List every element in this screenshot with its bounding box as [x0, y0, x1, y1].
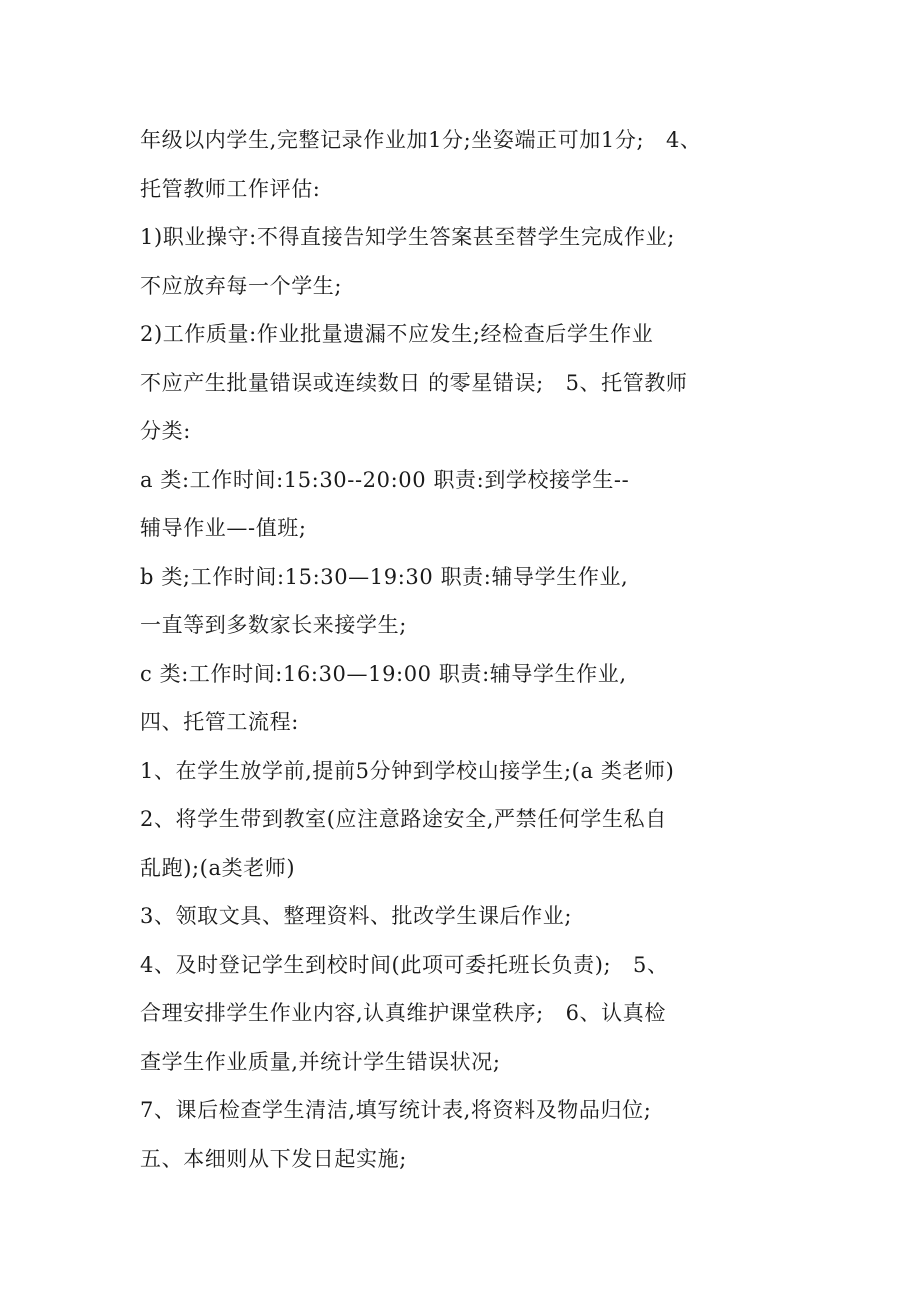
text-line: c 类:工作时间:16:30—19:00 职责:辅导学生作业,	[140, 661, 627, 686]
text-line: 1、在学生放学前,提前5分钟到学校山接学生;(a 类老师)	[140, 758, 675, 783]
text-line: 4、及时登记学生到校时间(此项可委托班长负责); 5、	[140, 952, 669, 977]
text-line: 辅导作业—-值班;	[140, 516, 307, 540]
section-heading: 五、本细则从下发日起实施;	[140, 1146, 407, 1171]
document-body	[140, 116, 840, 1183]
text-line: 查学生作业质量,并统计学生错误状况;	[140, 1049, 501, 1074]
text-line: 乱跑);(a类老师)	[140, 855, 296, 880]
text-line: 一直等到多数家长来接学生;	[140, 613, 407, 637]
section-heading: 四、托管工流程:	[140, 710, 299, 734]
text-line: 3、领取文具、整理资料、批改学生课后作业;	[140, 904, 573, 928]
text-line: 2)工作质量:作业批量遗漏不应发生;经检查后学生作业	[140, 322, 654, 346]
text-line: 不应放弃每一个学生;	[140, 273, 343, 298]
text-line: 2、将学生带到教室(应注意路途安全,严禁任何学生私自	[140, 807, 667, 831]
text-line: 年级以内学生,完整记录作业加1分;坐姿端正可加1分; 4、	[140, 128, 702, 152]
text-line: 1)职业操守:不得直接告知学生答案甚至替学生完成作业;	[140, 225, 675, 249]
text-line: b 类;工作时间:15:30—19:30 职责:辅导学生作业,	[140, 564, 629, 589]
text-line: 不应产生批量错误或连续数日 的零星错误; 5、托管教师	[140, 370, 688, 395]
text-line: 托管教师工作评估:	[140, 176, 321, 201]
text-line: 7、课后检查学生清洁,填写统计表,将资料及物品归位;	[140, 1098, 652, 1122]
text-line: a 类:工作时间:15:30--20:00 职责:到学校接学生--	[140, 467, 630, 492]
text-line: 分类:	[140, 419, 191, 443]
text-line: 合理安排学生作业内容,认真维护课堂秩序; 6、认真检	[140, 1001, 666, 1025]
